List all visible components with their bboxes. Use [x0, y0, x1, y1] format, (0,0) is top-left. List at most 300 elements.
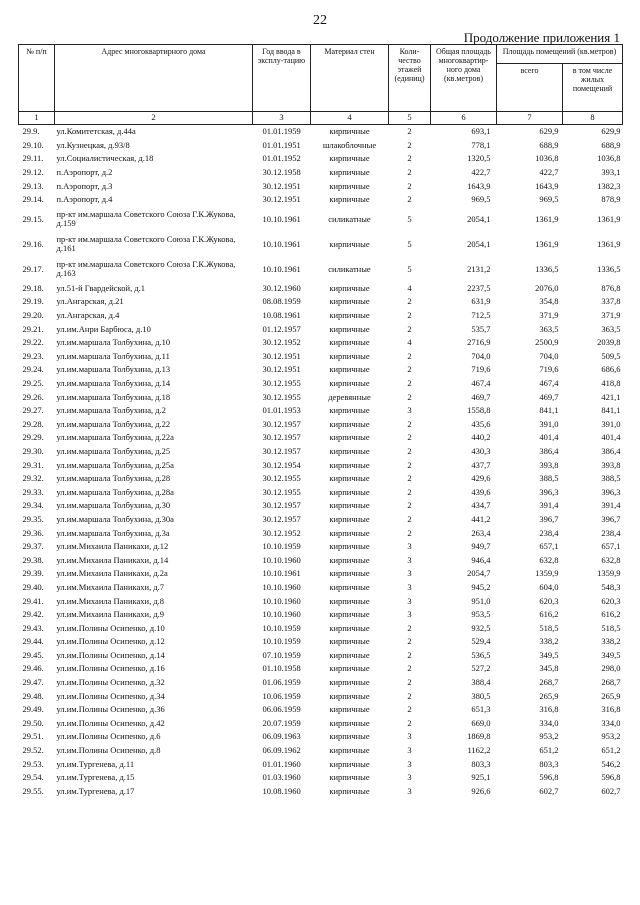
row-premises-total: 371,9 — [539, 310, 559, 321]
row-wall-material: шлакоблочные — [322, 139, 377, 150]
row-wall-material: кирпичные — [329, 717, 370, 728]
row-address: ул.им.маршала Толбухина, д.28а — [56, 486, 174, 497]
row-premises-total: 651,2 — [539, 745, 559, 756]
row-number: 29.26. — [22, 391, 44, 402]
row-floors: 5 — [407, 263, 412, 274]
header-material: Материал стен — [311, 45, 389, 112]
row-floors: 2 — [407, 717, 412, 728]
row-premises-total: 1361,9 — [535, 213, 559, 224]
row-premises-total: 354,8 — [539, 296, 559, 307]
row-premises-total: 1036,8 — [535, 153, 559, 164]
table-row — [19, 581, 623, 595]
header-address: Адрес многоквартирного дома — [55, 45, 253, 112]
row-address: ул.им.Михаила Паникахи, д.14 — [56, 554, 169, 565]
row-wall-material: кирпичные — [329, 364, 370, 375]
row-premises-total: 1359,9 — [535, 568, 559, 579]
column-number: 4 — [311, 112, 389, 125]
row-address: ул.им.Полины Осипенко, д.8 — [56, 745, 161, 756]
row-floors: 3 — [407, 785, 412, 796]
row-number: 29.42. — [22, 609, 44, 620]
row-wall-material: кирпичные — [329, 282, 370, 293]
row-floors: 2 — [407, 350, 412, 361]
row-year: 30.12.1951 — [262, 194, 301, 205]
row-total-area: 803,3 — [471, 758, 491, 769]
row-year: 01.01.1952 — [262, 153, 301, 164]
row-floors: 3 — [407, 731, 412, 742]
row-number: 29.33. — [22, 486, 44, 497]
row-wall-material: кирпичные — [329, 486, 370, 497]
table-row — [19, 744, 623, 758]
table-row — [19, 676, 623, 690]
row-floors: 2 — [407, 153, 412, 164]
row-premises-living: 238,4 — [601, 527, 621, 538]
row-premises-total: 391,4 — [539, 500, 559, 511]
column-number: 1 — [19, 112, 55, 125]
table-row — [19, 193, 623, 207]
row-year: 01.10.1958 — [262, 663, 301, 674]
row-premises-living: 1382,3 — [597, 180, 621, 191]
row-total-area: 469,7 — [471, 391, 491, 402]
table-row — [19, 458, 623, 472]
table-row — [19, 309, 623, 323]
row-number: 29.16. — [22, 238, 44, 249]
row-total-area: 380,5 — [471, 690, 491, 701]
column-number: 7 — [497, 112, 563, 125]
row-premises-total: 969,5 — [539, 194, 559, 205]
table-row — [19, 513, 623, 527]
row-year: 10.08.1960 — [262, 785, 301, 796]
row-premises-living: 1336,5 — [597, 263, 621, 274]
row-address: ул.им.Полины Осипенко, д.36 — [56, 704, 165, 715]
row-year: 10.10.1961 — [262, 238, 301, 249]
row-premises-living: 876,8 — [601, 282, 621, 293]
table-row — [19, 472, 623, 486]
row-floors: 3 — [407, 541, 412, 552]
row-number: 29.13. — [22, 180, 44, 191]
table-row — [19, 207, 623, 232]
row-address: ул.Ангарская, д.21 — [56, 296, 124, 307]
row-premises-living: 602,7 — [601, 785, 621, 796]
row-total-area: 2054,7 — [467, 568, 491, 579]
row-address: ул.им.Полины Осипенко, д.34 — [56, 690, 165, 701]
row-floors: 2 — [407, 391, 412, 402]
table-row — [19, 730, 623, 744]
row-total-area: 945,2 — [471, 581, 491, 592]
row-total-area: 651,3 — [471, 704, 491, 715]
row-number: 29.29. — [22, 432, 44, 443]
row-premises-living: 629,9 — [601, 126, 621, 137]
table-row — [19, 594, 623, 608]
table-row — [19, 445, 623, 459]
row-year: 30.12.1954 — [262, 459, 301, 470]
row-number: 29.34. — [22, 500, 44, 511]
row-premises-living: 546,2 — [601, 758, 621, 769]
row-year: 10.10.1959 — [262, 622, 301, 633]
column-number: 8 — [563, 112, 623, 125]
row-total-area: 2131,2 — [467, 263, 491, 274]
row-address: ул.им.маршала Толбухина, д.28 — [56, 473, 171, 484]
row-premises-total: 632,8 — [539, 554, 559, 565]
table-row — [19, 553, 623, 567]
row-premises-living: 1036,8 — [597, 153, 621, 164]
row-address: ул.им.Полины Осипенко, д.10 — [56, 622, 165, 633]
row-premises-total: 396,3 — [539, 486, 559, 497]
row-wall-material: кирпичные — [329, 581, 370, 592]
table-row — [19, 485, 623, 499]
row-total-area: 712,5 — [471, 310, 491, 321]
table-row — [19, 540, 623, 554]
row-year: 30.12.1957 — [262, 513, 301, 524]
row-premises-living: 686,6 — [601, 364, 621, 375]
row-number: 29.52. — [22, 745, 44, 756]
row-year: 30.12.1951 — [262, 180, 301, 191]
row-number: 29.54. — [22, 772, 44, 783]
row-total-area: 441,2 — [471, 513, 491, 524]
row-premises-living: 1359,9 — [597, 568, 621, 579]
row-address: ул.им.маршала Толбухина, д.25 — [56, 445, 171, 456]
table-row — [19, 703, 623, 717]
row-wall-material: кирпичные — [329, 500, 370, 511]
row-total-area: 719,6 — [471, 364, 491, 375]
row-premises-total: 391,0 — [539, 418, 559, 429]
table-row — [19, 431, 623, 445]
table-row — [19, 649, 623, 663]
row-year: 10.10.1959 — [262, 636, 301, 647]
row-wall-material: кирпичные — [329, 541, 370, 552]
row-wall-material: кирпичные — [329, 473, 370, 484]
table-row — [19, 350, 623, 364]
row-address: ул.им.Полины Осипенко, д.42 — [56, 717, 165, 728]
table-row — [19, 295, 623, 309]
row-wall-material: кирпичные — [329, 758, 370, 769]
row-premises-total: 719,6 — [539, 364, 559, 375]
row-number: 29.48. — [22, 690, 44, 701]
row-address: ул.им.маршала Толбухина, д.14 — [56, 378, 171, 389]
row-floors: 2 — [407, 459, 412, 470]
table-row — [19, 179, 623, 193]
table-row — [19, 662, 623, 676]
row-wall-material: кирпичные — [329, 418, 370, 429]
row-total-area: 925,1 — [471, 772, 491, 783]
row-total-area: 946,4 — [471, 554, 491, 565]
row-floors: 2 — [407, 364, 412, 375]
row-total-area: 669,0 — [471, 717, 491, 728]
row-wall-material: силикатные — [328, 213, 371, 224]
row-address: ул.им.Тургенева, д.11 — [56, 758, 135, 769]
row-number: 29.41. — [22, 595, 44, 606]
row-floors: 3 — [407, 581, 412, 592]
row-floors: 2 — [407, 513, 412, 524]
row-number: 29.31. — [22, 459, 44, 470]
row-total-area: 1320,5 — [467, 153, 491, 164]
row-number: 29.25. — [22, 378, 44, 389]
row-number: 29.53. — [22, 758, 44, 769]
row-premises-living: 878,9 — [601, 194, 621, 205]
row-premises-total: 388,5 — [539, 473, 559, 484]
row-floors: 2 — [407, 194, 412, 205]
row-number: 29.40. — [22, 581, 44, 592]
header-premises-total: всего — [497, 64, 563, 112]
row-premises-living: 401,4 — [601, 432, 621, 443]
row-premises-living: 620,3 — [601, 595, 621, 606]
row-total-area: 535,7 — [471, 323, 491, 334]
row-wall-material: кирпичные — [329, 405, 370, 416]
table-row — [19, 567, 623, 581]
row-premises-living: 268,7 — [601, 677, 621, 688]
row-address: ул.им.маршала Толбухина, д.30 — [56, 500, 171, 511]
row-wall-material: кирпичные — [329, 350, 370, 361]
row-address: ул.им.Полины Осипенко, д.12 — [56, 636, 165, 647]
row-premises-living: 393,8 — [601, 459, 621, 470]
row-floors: 2 — [407, 296, 412, 307]
row-floors: 3 — [407, 758, 412, 769]
row-number: 29.22. — [22, 337, 44, 348]
row-premises-total: 238,4 — [539, 527, 559, 538]
table-row — [19, 689, 623, 703]
row-premises-living: 651,2 — [601, 745, 621, 756]
row-premises-living: 509,5 — [601, 350, 621, 361]
row-number: 29.28. — [22, 418, 44, 429]
row-year: 01.01.1953 — [262, 405, 301, 416]
row-number: 29.14. — [22, 194, 44, 205]
row-total-area: 430,3 — [471, 445, 491, 456]
row-total-area: 932,5 — [471, 622, 491, 633]
row-premises-total: 401,4 — [539, 432, 559, 443]
row-premises-total: 688,9 — [539, 139, 559, 150]
row-premises-living: 616,2 — [601, 609, 621, 620]
row-year: 01.12.1957 — [262, 323, 301, 334]
table-row — [19, 757, 623, 771]
row-premises-living: 391,4 — [601, 500, 621, 511]
row-year: 10.08.1961 — [262, 310, 301, 321]
row-wall-material: кирпичные — [329, 378, 370, 389]
row-premises-living: 548,3 — [601, 581, 621, 592]
row-premises-total: 316,8 — [539, 704, 559, 715]
row-premises-total: 596,8 — [539, 772, 559, 783]
row-year: 10.10.1961 — [262, 213, 301, 224]
row-number: 29.50. — [22, 717, 44, 728]
page-number: 22 — [313, 13, 327, 28]
row-wall-material: кирпичные — [329, 595, 370, 606]
row-year: 30.12.1952 — [262, 527, 301, 538]
row-floors: 2 — [407, 445, 412, 456]
row-floors: 4 — [407, 337, 412, 348]
row-wall-material: кирпичные — [329, 432, 370, 443]
row-wall-material: кирпичные — [329, 745, 370, 756]
row-address: ул.им.маршала Толбухина, д.10 — [56, 337, 171, 348]
row-premises-living: 298,0 — [601, 663, 621, 674]
row-wall-material: кирпичные — [329, 690, 370, 701]
row-year: 30.12.1960 — [262, 282, 301, 293]
row-address: пр-кт им.маршала Советского Союза Г.К.Жукова, д.163 — [56, 259, 236, 279]
row-address: ул.Ангарская, д.4 — [56, 310, 120, 321]
row-total-area: 693,1 — [471, 126, 491, 137]
row-premises-total: 657,1 — [539, 541, 559, 552]
table-header-row — [19, 45, 623, 64]
row-number: 29.43. — [22, 622, 44, 633]
row-premises-living: 1361,9 — [597, 213, 621, 224]
row-floors: 2 — [407, 180, 412, 191]
row-year: 10.10.1960 — [262, 581, 301, 592]
row-wall-material: кирпичные — [329, 323, 370, 334]
row-address: ул.им.Михаила Паникахи, д.7 — [56, 581, 165, 592]
row-wall-material: кирпичные — [329, 649, 370, 660]
row-wall-material: кирпичные — [329, 180, 370, 191]
row-address: ул.51-й Гвардейской, д.1 — [56, 282, 146, 293]
row-year: 10.10.1960 — [262, 554, 301, 565]
row-year: 07.10.1959 — [262, 649, 301, 660]
row-premises-living: 316,8 — [601, 704, 621, 715]
row-year: 30.12.1957 — [262, 418, 301, 429]
row-premises-total: 602,7 — [539, 785, 559, 796]
row-address: ул.им.маршала Толбухина, д.11 — [56, 350, 170, 361]
row-floors: 2 — [407, 126, 412, 137]
row-number: 29.23. — [22, 350, 44, 361]
row-floors: 2 — [407, 500, 412, 511]
apartment-buildings-table — [18, 44, 623, 798]
row-premises-total: 396,7 — [539, 513, 559, 524]
row-premises-living: 688,9 — [601, 139, 621, 150]
row-address: ул.им.Полины Осипенко, д.14 — [56, 649, 165, 660]
row-wall-material: кирпичные — [329, 513, 370, 524]
row-year: 30.12.1952 — [262, 337, 301, 348]
row-address: ул.им.маршала Толбухина, д.25а — [56, 459, 174, 470]
row-wall-material: кирпичные — [329, 238, 370, 249]
row-total-area: 1643,9 — [467, 180, 491, 191]
row-premises-total: 953,2 — [539, 731, 559, 742]
row-total-area: 778,1 — [471, 139, 491, 150]
table-row — [19, 139, 623, 153]
row-number: 29.49. — [22, 704, 44, 715]
row-total-area: 953,5 — [471, 609, 491, 620]
row-address: ул.им.маршала Толбухина, д.2 — [56, 405, 166, 416]
row-year: 10.10.1961 — [262, 263, 301, 274]
row-floors: 2 — [407, 677, 412, 688]
header-floors: Коли-чество этажей (единиц) — [389, 45, 431, 112]
row-total-area: 437,7 — [471, 459, 491, 470]
row-premises-total: 616,2 — [539, 609, 559, 620]
row-number: 29.46. — [22, 663, 44, 674]
row-year: 01.01.1951 — [262, 139, 301, 150]
row-premises-total: 386,4 — [539, 445, 559, 456]
row-year: 08.08.1959 — [262, 296, 301, 307]
row-number: 29.55. — [22, 785, 44, 796]
table-row — [19, 152, 623, 166]
row-floors: 2 — [407, 378, 412, 389]
row-wall-material: кирпичные — [329, 167, 370, 178]
row-premises-living: 396,3 — [601, 486, 621, 497]
row-premises-total: 841,1 — [539, 405, 559, 416]
row-address: ул.им.Михаила Паникахи, д.2а — [56, 568, 168, 579]
row-year: 30.12.1957 — [262, 445, 301, 456]
table-row — [19, 499, 623, 513]
row-number: 29.51. — [22, 731, 44, 742]
row-year: 30.12.1951 — [262, 350, 301, 361]
row-floors: 3 — [407, 772, 412, 783]
row-year: 10.10.1960 — [262, 609, 301, 620]
row-premises-total: 1336,5 — [535, 263, 559, 274]
row-number: 29.15. — [22, 213, 44, 224]
row-year: 30.12.1955 — [262, 391, 301, 402]
row-floors: 2 — [407, 167, 412, 178]
row-floors: 3 — [407, 745, 412, 756]
row-floors: 2 — [407, 663, 412, 674]
row-premises-living: 363,5 — [601, 323, 621, 334]
row-address: ул.Кузнецкая, д.93/8 — [56, 139, 130, 150]
row-year: 10.10.1959 — [262, 541, 301, 552]
table-row — [19, 377, 623, 391]
row-number: 29.38. — [22, 554, 44, 565]
row-premises-total: 604,0 — [539, 581, 559, 592]
row-year: 06.09.1962 — [262, 745, 301, 756]
row-address: ул.им.Тургенева, д.15 — [56, 772, 135, 783]
row-wall-material: кирпичные — [329, 677, 370, 688]
row-floors: 2 — [407, 704, 412, 715]
row-premises-living: 393,1 — [601, 167, 621, 178]
header-year: Год ввода в эксплу-тацию — [253, 45, 311, 112]
table-row — [19, 717, 623, 731]
row-wall-material: кирпичные — [329, 609, 370, 620]
row-address: ул.им.Михаила Паникахи, д.12 — [56, 541, 169, 552]
row-premises-living: 396,7 — [601, 513, 621, 524]
row-total-area: 536,5 — [471, 649, 491, 660]
row-floors: 2 — [407, 690, 412, 701]
row-premises-total: 803,3 — [539, 758, 559, 769]
table-row — [19, 232, 623, 257]
row-premises-living: 418,8 — [601, 378, 621, 389]
row-premises-total: 469,7 — [539, 391, 559, 402]
row-premises-total: 629,9 — [539, 126, 559, 137]
row-total-area: 1558,8 — [467, 405, 491, 416]
row-wall-material: кирпичные — [329, 772, 370, 783]
row-address: ул.им.Полины Осипенко, д.6 — [56, 731, 161, 742]
table-row — [19, 336, 623, 350]
row-year: 10.10.1960 — [262, 595, 301, 606]
row-premises-living: 657,1 — [601, 541, 621, 552]
table-row — [19, 282, 623, 296]
row-wall-material: кирпичные — [329, 153, 370, 164]
row-floors: 2 — [407, 323, 412, 334]
row-premises-total: 363,5 — [539, 323, 559, 334]
row-premises-living: 596,8 — [601, 772, 621, 783]
row-wall-material: кирпичные — [329, 636, 370, 647]
row-year: 30.12.1958 — [262, 167, 301, 178]
row-total-area: 422,7 — [471, 167, 491, 178]
row-number: 29.30. — [22, 445, 44, 456]
row-address: ул.им.Тургенева, д.17 — [56, 785, 135, 796]
row-year: 30.12.1957 — [262, 432, 301, 443]
row-number: 29.12. — [22, 167, 44, 178]
table-row — [19, 404, 623, 418]
row-wall-material: кирпичные — [329, 568, 370, 579]
column-number: 3 — [253, 112, 311, 125]
row-floors: 2 — [407, 418, 412, 429]
table-row — [19, 322, 623, 336]
row-total-area: 969,5 — [471, 194, 491, 205]
row-premises-total: 338,2 — [539, 636, 559, 647]
row-total-area: 1869,8 — [467, 731, 491, 742]
table-row — [19, 390, 623, 404]
row-year: 10.10.1961 — [262, 568, 301, 579]
row-total-area: 439,6 — [471, 486, 491, 497]
row-total-area: 2054,1 — [467, 213, 491, 224]
row-total-area: 949,7 — [471, 541, 491, 552]
header-total-area: Общая площадь многоквартир-ного дома (кв.метров) — [431, 45, 497, 112]
row-floors: 3 — [407, 595, 412, 606]
row-address: ул.им.маршала Толбухина, д.18 — [56, 391, 171, 402]
row-premises-living: 841,1 — [601, 405, 621, 416]
row-address: пр-кт им.маршала Советского Союза Г.К.Жукова, д.161 — [56, 234, 236, 254]
